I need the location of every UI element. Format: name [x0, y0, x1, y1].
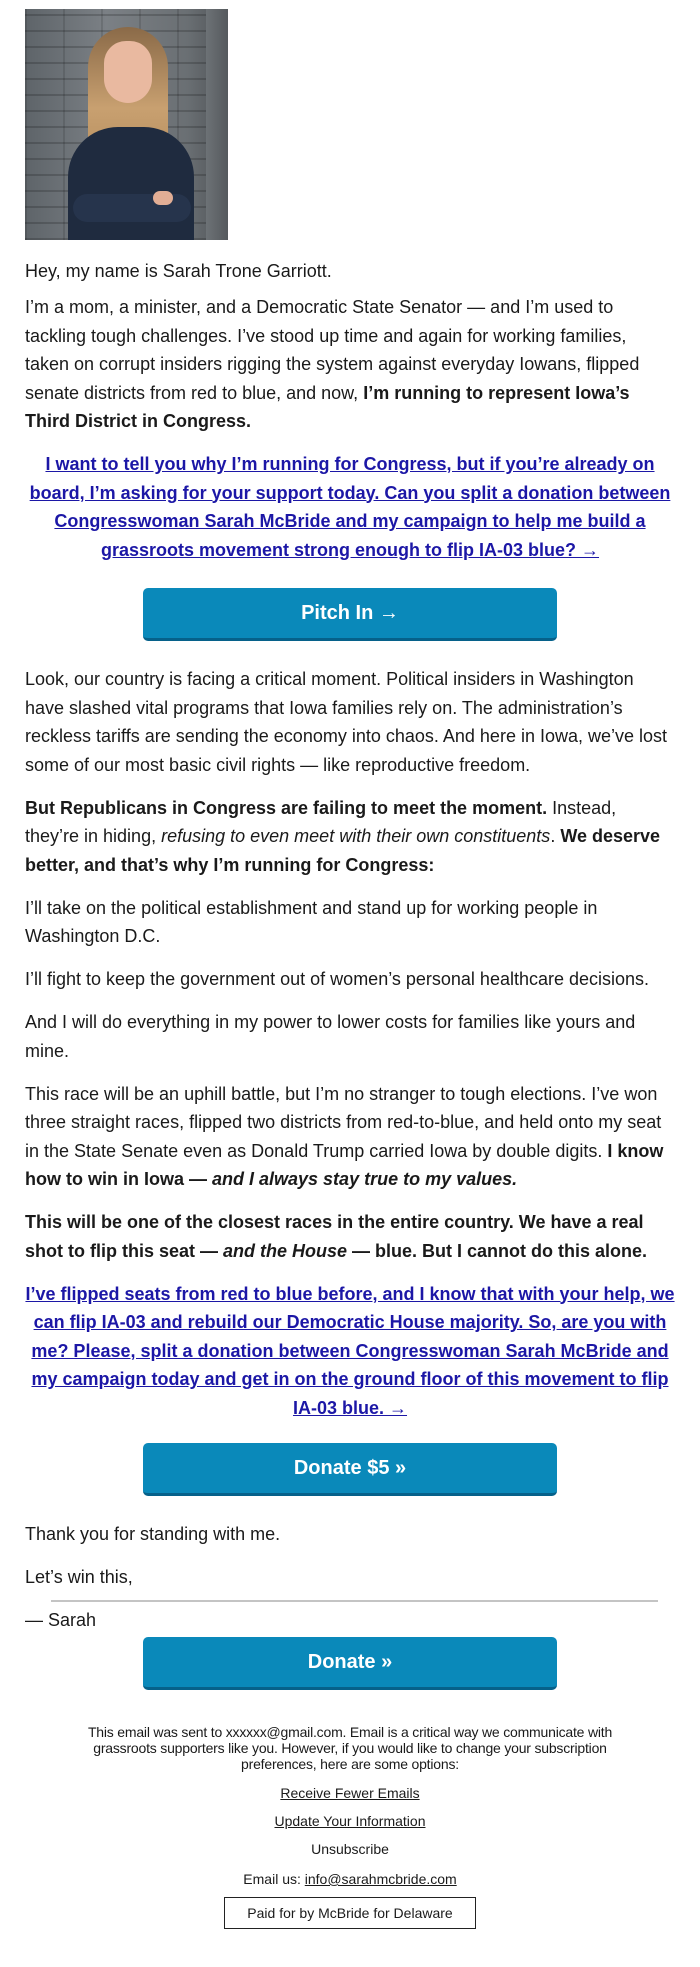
paragraph-closest-race: [25, 1208, 675, 1265]
intro-text: Hey, my name is Sarah Trone Garriott.: [25, 261, 332, 281]
photo-hand: [153, 191, 173, 205]
footer-note: This email was sent to xxxxxx@gmail.com. Email is a critical way we communicate with grassroots supporters like you. However, if you would like to change your subscription preferences, here are some options:: [87, 1724, 613, 1772]
italic-text: refusing to even meet with their own constituents: [161, 826, 551, 846]
pitch-in-button[interactable]: Pitch In →: [143, 588, 557, 641]
paragraph-healthcare: I’ll fight to keep the government out of women’s personal healthcare decisions.: [25, 969, 650, 989]
cta-link-paragraph-1: [25, 450, 675, 564]
paid-for-disclaimer: Paid for by McBride for Delaware: [224, 1897, 475, 1929]
bold-text: But Republicans in Congress are failing to meet the moment.: [25, 797, 548, 818]
bold-text: This will be one of the closest races in the entire country. We have a real shot to flip this seat —: [25, 1212, 644, 1261]
photo-arms: [73, 194, 191, 222]
divider: [51, 1600, 658, 1602]
cta-link-paragraph-2: [25, 1280, 675, 1423]
bold-italic-text: and the House: [223, 1240, 348, 1261]
bold-text: — blue. But I cannot do this alone.: [347, 1240, 648, 1261]
paragraph-moment: Look, our country is facing a critical moment. Political insiders in Washington have slashed vital programs that Iowa families rely on. The administration’s reckless tariffs are sending the economy into chaos. And here in Iowa, we’ve lost some of our most basic civil rights — like reproductive freedom.: [25, 669, 668, 775]
bold-text: We deserve better, and that’s why I’m running for Congress:: [25, 826, 661, 875]
photo-wall: [206, 9, 228, 240]
donate-link-2[interactable]: I’ve flipped seats from red to blue before, and I know that with your help, we can flip IA-03 and rebuild our Democratic House majority. So, are you with me? Please, split a donation between Congresswoman Sarah McBride and my campaign today and get in on the ground floor of this movement to flip IA-03 blue. →: [25, 1283, 675, 1418]
paragraph-intro: [25, 293, 675, 436]
text: I’m a mom, a minister, and a Democratic State Senator — and I’m used to tackling tough challenges. I’ve stood up time and again for working families, taken on corrupt insiders rigging the system against everyday Iowans, flipped senate districts from red to blue, and now,: [25, 297, 640, 403]
candidate-photo: [25, 9, 228, 240]
receive-fewer-emails-link[interactable]: Receive Fewer Emails: [280, 1785, 420, 1801]
bold-italic-text: and I always stay true to my values.: [212, 1169, 518, 1189]
closing-signature: — Sarah: [25, 1610, 97, 1630]
paragraph-establishment: I’ll take on the political establishment and stand up for working people in Washington D.C.: [25, 897, 598, 946]
text: This race will be an uphill battle, but I’m no stranger to tough elections. I’ve won three straight races, flipped two districts from red-to-blue, and held onto my seat in the State Senate even as Donald Trump carried Iowa by double digits.: [25, 1083, 662, 1161]
update-information-link[interactable]: Update Your Information: [274, 1813, 426, 1829]
closing-thanks: Thank you for standing with me.: [25, 1524, 281, 1544]
email-label: Email us:: [243, 1871, 305, 1887]
contact-email-link[interactable]: info@sarahmcbride.com: [304, 1871, 457, 1887]
paragraph-republicans: [25, 794, 675, 880]
footer: [0, 1637, 700, 1929]
bold-text: I know how to win in Iowa —: [25, 1140, 664, 1189]
photo-face: [104, 41, 152, 103]
photo-body: [68, 127, 194, 240]
paragraph-costs: And I will do everything in my power to lower costs for families like yours and mine.: [25, 1012, 636, 1061]
donate-button[interactable]: Donate »: [143, 1637, 557, 1690]
bold-text: I’m running to represent Iowa’s Third District in Congress.: [25, 382, 630, 431]
donate-link-1[interactable]: I want to tell you why I’m running for Congress, but if you’re already on board, I’m asking for your support today. Can you split a donation between Congresswoman Sarah McBride and my campaign to help me build a grassroots movement strong enough to flip IA-03 blue? →: [29, 454, 671, 560]
text: Instead, they’re in hiding,: [25, 797, 617, 846]
closing-lets-win: Let’s win this,: [25, 1567, 133, 1587]
paragraph-race: [25, 1080, 675, 1194]
donate-5-button[interactable]: Donate $5 »: [143, 1443, 557, 1496]
text: .: [550, 826, 561, 846]
unsubscribe-link[interactable]: Unsubscribe: [311, 1841, 389, 1857]
